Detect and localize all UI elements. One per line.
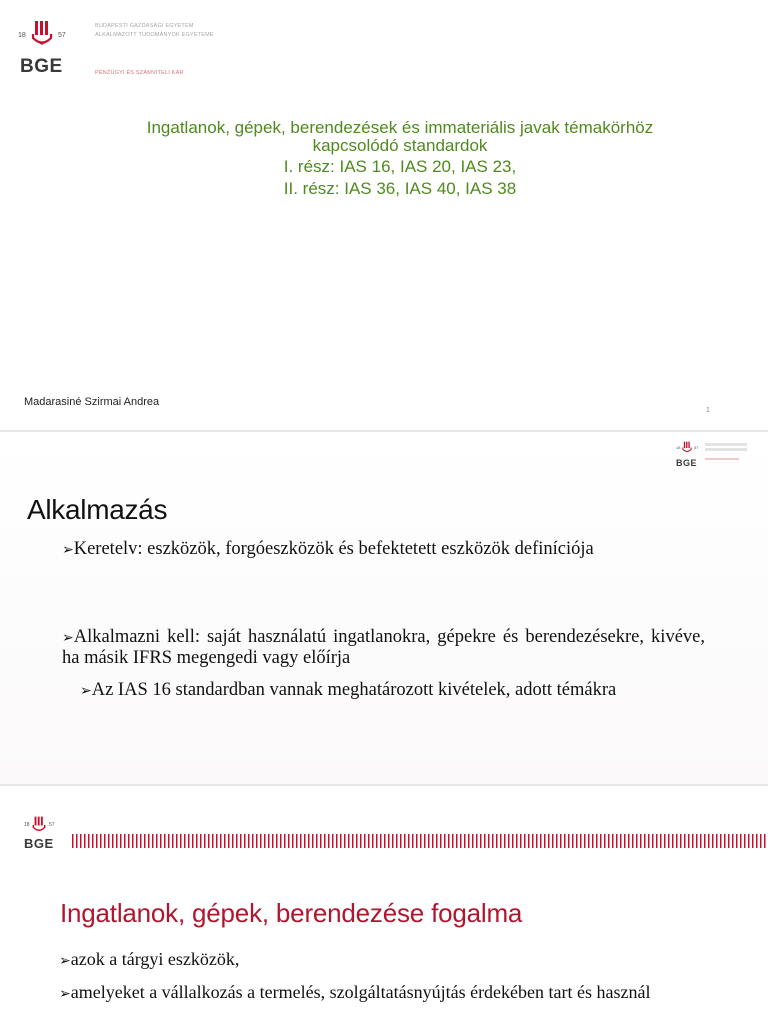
bge-logo [24, 816, 70, 856]
arrow-bullet-icon: ➢ [59, 953, 71, 969]
logo-year-right: 57 [49, 822, 55, 828]
presentation-title [60, 119, 740, 198]
logo-year-right: 57 [58, 32, 66, 39]
slide-heading: Alkalmazás [27, 494, 168, 525]
university-line: BUDAPESTI GAZDASÁGI EGYETEM [95, 23, 194, 29]
title-line: II. rész: IAS 36, IAS 40, IAS 38 [283, 179, 517, 198]
title-line: I. rész: IAS 16, IAS 20, IAS 23, [283, 157, 517, 176]
sub-bullet-item [80, 680, 705, 701]
faculty-name: PÉNZÜGYI ÉS SZÁMVITELI KAR [95, 70, 184, 76]
content-slide-alkalmazas [0, 432, 768, 784]
bge-shield-icon [32, 816, 46, 835]
bullet-text: Alkalmazni kell: saját használatú ingatlanokra, gépekre és berendezésekre, kivéve, ha másik IFRS megengedi vagy előírja [62, 627, 705, 668]
page-number: 1 [706, 407, 710, 414]
arrow-bullet-icon: ➢ [59, 986, 71, 1002]
logo-year-left: 18 [24, 822, 30, 828]
logo-year-left: 18 [18, 32, 26, 39]
bullet-item [59, 950, 739, 971]
bullet-text: Keretelv: eszközök, forgóeszközök és befektetett eszközök definíciója [73, 539, 594, 559]
bge-shield-icon [31, 20, 53, 50]
bge-logo [18, 20, 78, 80]
bullet-item [59, 983, 739, 1004]
bullet-text: Az IAS 16 standardban vannak meghatározott kivételek, adott témákra [91, 680, 617, 700]
bullet-item [62, 539, 705, 560]
university-name-faint [705, 448, 747, 451]
bullet-item [62, 627, 705, 668]
title-line: Ingatlanok, gépek, berendezések és immateriális javak témakörhöz [146, 118, 654, 137]
logo-abbr: BGE [20, 56, 63, 77]
university-name-faint [705, 443, 747, 446]
title-line: kapcsolódó standardok [312, 136, 488, 155]
author-name: Madarasiné Szirmai Andrea [24, 396, 160, 408]
red-stripe-divider [72, 834, 768, 848]
logo-abbr: BGE [24, 836, 54, 851]
content-slide-fogalma [0, 786, 768, 1024]
university-name [95, 22, 214, 40]
bge-logo-small [676, 441, 706, 471]
title-slide [0, 0, 768, 430]
arrow-bullet-icon: ➢ [62, 542, 74, 558]
bge-shield-icon [682, 441, 692, 455]
bullet-text: amelyeket a vállalkozás a termelés, szolgáltatásnyújtás érdekében tart és használ [70, 982, 651, 1002]
arrow-bullet-icon: ➢ [62, 630, 74, 646]
bullet-text: azok a tárgyi eszközök, [70, 949, 240, 969]
logo-year-right: 57 [694, 445, 699, 450]
logo-year-left: 18 [676, 445, 681, 450]
logo-abbr: BGE [676, 458, 698, 468]
university-line: ALKALMAZOTT TUDOMÁNYOK EGYETEME [95, 32, 214, 38]
arrow-bullet-icon: ➢ [80, 683, 92, 699]
slide-heading: Ingatlanok, gépek, berendezése fogalma [60, 898, 523, 928]
faculty-name-faint [705, 458, 739, 460]
